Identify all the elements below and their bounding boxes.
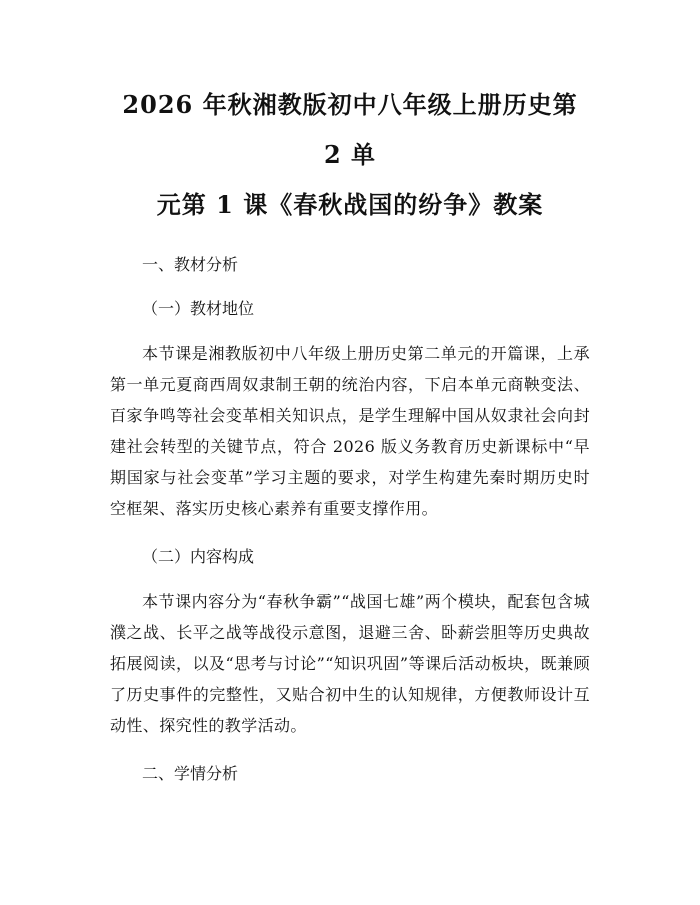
title-line-2: 元第 1 课《春秋战国的纷争》教案 <box>156 190 544 219</box>
section-heading-learner-analysis: 二、学情分析 <box>142 764 239 783</box>
subsection-heading-textbook-position: （一）教材地位 <box>142 299 255 318</box>
section-heading-textbook-analysis: 一、教材分析 <box>142 255 239 274</box>
document-title <box>110 80 590 230</box>
paragraph-content-structure: 本节课内容分为“春秋争霸”“战国七雄”两个模块，配套包含城濮之战、长平之战等战役示意图，退避三舍、卧薪尝胆等历史典故拓展阅读，以及“思考与讨论”“知识巩固”等课后活动板块，既兼顾了历史事件的完整性，又贴合初中生的认知规律，方便教师设计互动性、探究性的教学活动。 <box>110 592 590 735</box>
subsection-heading-content-structure: （二）内容构成 <box>142 547 255 566</box>
paragraph-textbook-position: 本节课是湘教版初中八年级上册历史第二单元的开篇课，上承第一单元夏商西周奴隶制王朝的统治内容，下启本单元商鞅变法、百家争鸣等社会变革相关知识点，是学生理解中国从奴隶社会向封建社会转型的关键节点，符合 2026 版义务教育历史新课标中“早期国家与社会变革”学习主题的要求，对学生构建先秦时期历史时空框架、落实历史核心素养有重要支撑作用。 <box>110 344 590 518</box>
title-line-1: 2026 年秋湘教版初中八年级上册历史第 2 单 <box>122 90 578 169</box>
